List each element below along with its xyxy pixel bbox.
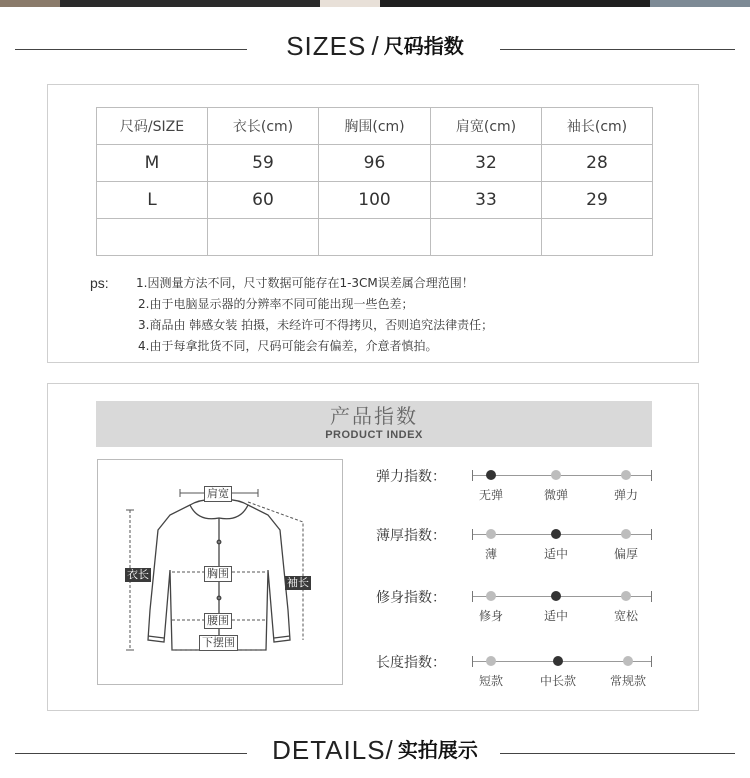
- scale-cap: [472, 470, 473, 481]
- list-item: 1.因测量方法不同，尺寸数据可能存在1-3CM误差属合理范围！: [136, 276, 474, 290]
- size-table-cell: 59: [208, 145, 319, 182]
- scale-dot-selected: [553, 656, 563, 666]
- size-table-cell: [208, 219, 319, 256]
- scale-option: 薄: [484, 547, 498, 561]
- scale-option: 宽松: [613, 609, 639, 623]
- scale-dot: [551, 470, 561, 480]
- size-table-cell: L: [97, 182, 208, 219]
- scale-option: 常规款: [609, 674, 647, 688]
- scale-fit: [376, 587, 656, 627]
- sizes-section-title: [0, 30, 750, 70]
- size-table-header-cell: 尺码/SIZE: [97, 108, 208, 145]
- table-row: [97, 219, 653, 256]
- size-table-cell: 33: [431, 182, 542, 219]
- list-item: 4.由于每拿批货不同，尺码可能会有偏差，介意者慎拍。: [138, 339, 438, 353]
- sizes-title-zh: 尺码指数: [383, 34, 464, 58]
- size-table: [96, 107, 653, 256]
- diagram-label-length: 衣长: [127, 568, 149, 581]
- scale-cap: [651, 656, 652, 667]
- notes-list: [138, 273, 493, 357]
- scale-option: 中长款: [539, 674, 577, 688]
- size-table-header-cell: 衣长(cm): [208, 108, 319, 145]
- scale-label: 修身指数：: [376, 590, 446, 606]
- size-table-header-cell: 袖长(cm): [542, 108, 653, 145]
- scale-option: 适中: [543, 547, 569, 561]
- size-table-header-row: [97, 108, 653, 145]
- diagram-label-shoulder: 肩宽: [204, 486, 232, 502]
- scale-cap: [472, 529, 473, 540]
- product-index-box: [47, 383, 699, 711]
- scale-thickness: [376, 525, 656, 565]
- size-table-cell: [97, 219, 208, 256]
- table-row: [97, 145, 653, 182]
- size-table-header-cell: 胸围(cm): [319, 108, 431, 145]
- scale-option: 适中: [543, 609, 569, 623]
- sizes-title-slash: /: [371, 31, 379, 61]
- scale-cap: [651, 529, 652, 540]
- scale-dot-selected: [486, 470, 496, 480]
- product-index-title-en: PRODUCT INDEX: [325, 429, 423, 441]
- size-table-cell: M: [97, 145, 208, 182]
- diagram-label-waist: 腰围: [204, 613, 232, 629]
- scale-dot: [621, 470, 631, 480]
- diagram-label-chest: 胸围: [204, 566, 232, 582]
- scale-label: 弹力指数：: [376, 469, 446, 485]
- scale-dot: [621, 591, 631, 601]
- size-table-cell: 28: [542, 145, 653, 182]
- scale-option: 无弹: [478, 488, 504, 502]
- scale-option: 微弹: [543, 488, 569, 502]
- details-section-title: [0, 734, 750, 774]
- scale-option: 修身: [478, 609, 504, 623]
- scale-cap: [651, 470, 652, 481]
- scale-option: 弹力: [613, 488, 639, 502]
- size-table-cell: 32: [431, 145, 542, 182]
- size-table-cell: 29: [542, 182, 653, 219]
- top-photo-strip: [0, 0, 750, 7]
- scale-dot: [486, 656, 496, 666]
- scale-dot: [623, 656, 633, 666]
- scale-dot-selected: [551, 591, 561, 601]
- details-title-zh: 实拍展示: [397, 738, 478, 762]
- size-table-cell: [542, 219, 653, 256]
- scale-elasticity: [376, 466, 656, 506]
- list-item: 3.商品由 韩感女装 拍摄，未经许可不得拷贝，否则追究法律责任；: [138, 318, 494, 332]
- scale-label: 薄厚指数：: [376, 528, 446, 544]
- scale-length: [376, 652, 656, 692]
- size-table-cell: 100: [319, 182, 431, 219]
- scale-option: 偏厚: [613, 547, 639, 561]
- details-title-en: DETAILS: [272, 735, 386, 765]
- size-table-cell: 60: [208, 182, 319, 219]
- scale-dot: [621, 529, 631, 539]
- size-table-cell: [319, 219, 431, 256]
- size-table-box: [47, 84, 699, 363]
- scale-cap: [472, 591, 473, 602]
- scale-label: 长度指数：: [376, 655, 446, 671]
- product-index-header: [96, 401, 652, 447]
- scale-dot: [486, 529, 496, 539]
- sizes-title-text: [0, 30, 750, 62]
- diagram-label-hem: 下摆围: [199, 635, 238, 651]
- scale-cap: [472, 656, 473, 667]
- scale-dot-selected: [551, 529, 561, 539]
- diagram-label-sleeve: 袖长: [287, 576, 309, 589]
- notes-prefix: ps:: [90, 275, 109, 291]
- scale-dot: [486, 591, 496, 601]
- product-index-title-zh: 产品指数: [330, 404, 418, 428]
- details-title-text: [0, 734, 750, 766]
- size-table-cell: [431, 219, 542, 256]
- list-item: 2.由于电脑显示器的分辨率不同可能出现一些色差；: [138, 297, 414, 311]
- table-row: [97, 182, 653, 219]
- size-table-cell: 96: [319, 145, 431, 182]
- scale-option: 短款: [478, 674, 504, 688]
- scale-cap: [651, 591, 652, 602]
- garment-measurement-diagram: [97, 459, 343, 685]
- size-table-header-cell: 肩宽(cm): [431, 108, 542, 145]
- details-title-slash: /: [385, 735, 393, 765]
- sizes-title-en: SIZES: [286, 31, 367, 61]
